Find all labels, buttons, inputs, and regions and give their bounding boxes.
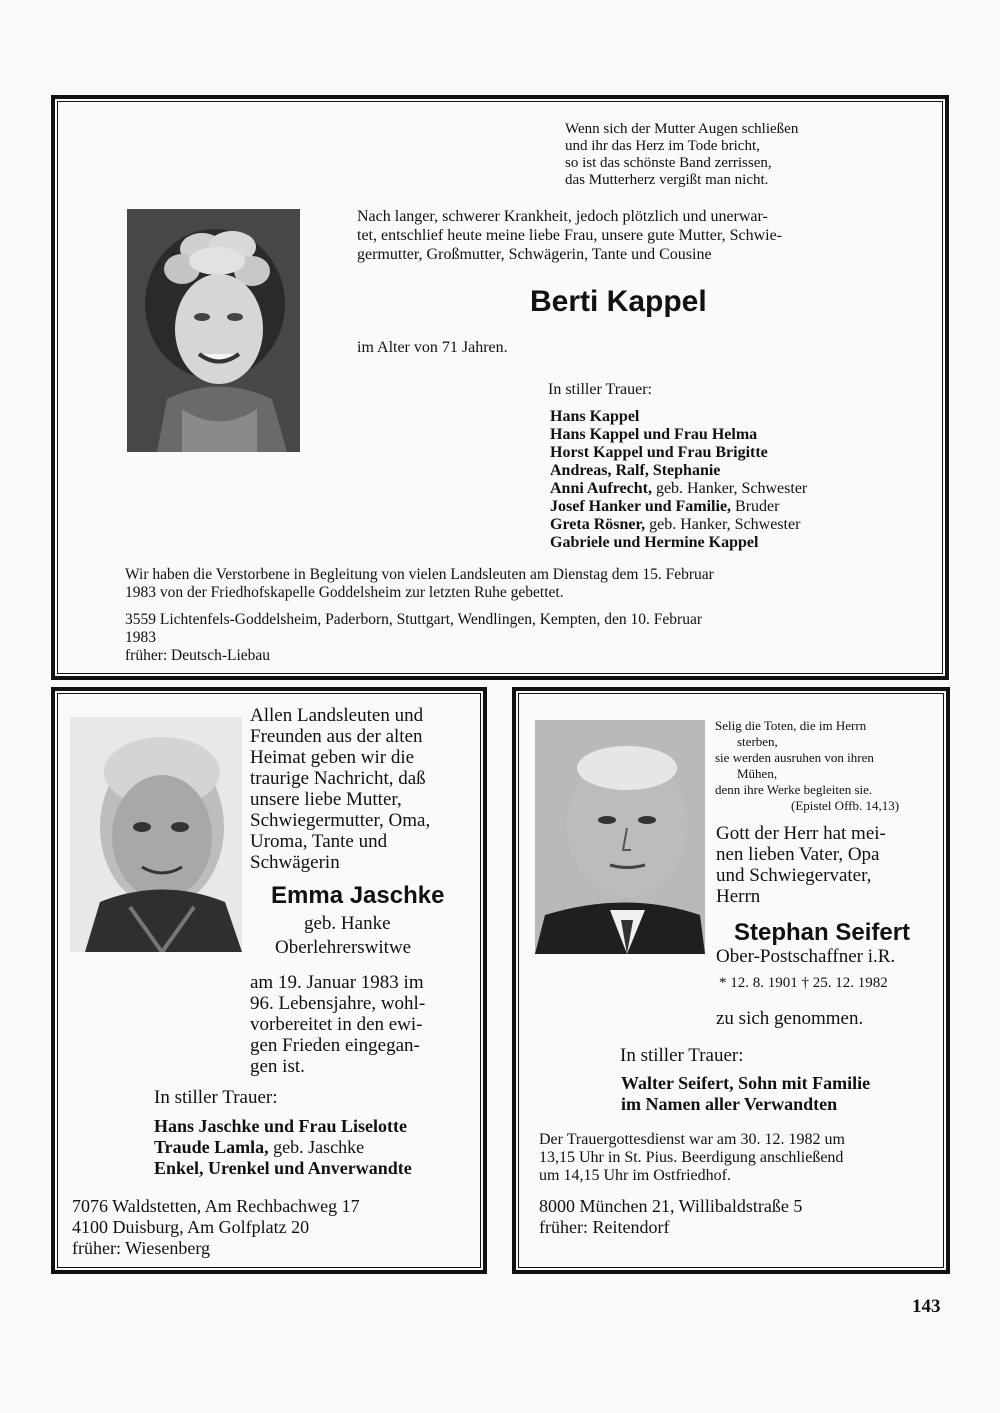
- age-text: im Alter von 71 Jahren.: [357, 339, 508, 356]
- list-item: Gabriele und Hermine Kappel: [550, 534, 759, 551]
- mourners-list: [621, 1073, 870, 1115]
- deceased-name: Emma Jaschke: [271, 882, 445, 909]
- poem: Wenn sich der Mutter Augen schließen und ihr das Herz im Tode bricht, so ist das schönste Band zerrissen, das Mutterherz vergißt man nicht.: [565, 121, 799, 188]
- mourning-label: In stiller Trauer:: [154, 1087, 278, 1108]
- portrait-emma-jaschke: [70, 717, 242, 952]
- announcement-text: Gott der Herr hat mei- nen lieben Vater, Opa und Schwiegervater, Herrn: [716, 823, 886, 907]
- mourning-label: In stiller Trauer:: [548, 381, 652, 398]
- list-item: Walter Seifert, Sohn mit Familie: [621, 1073, 871, 1093]
- page-number: 143: [912, 1296, 941, 1317]
- list-item: Traude Lamla, geb. Jaschke: [154, 1137, 365, 1157]
- portrait-berti-kappel: [127, 209, 300, 452]
- service-text: Der Trauergottesdienst war am 30. 12. 1982 um 13,15 Uhr in St. Pius. Beerdigung anschließend um 14,15 Uhr im Ostfriedhof.: [539, 1131, 845, 1184]
- occupation: Oberlehrerswitwe: [275, 937, 412, 958]
- address: 7076 Waldstetten, Am Rechbachweg 17 4100 Duisburg, Am Golfplatz 20 früher: Wiesenberg: [72, 1196, 360, 1258]
- list-item: Hans Jaschke und Frau Liselotte: [154, 1116, 408, 1136]
- mourners-list: [154, 1116, 412, 1179]
- list-item: Josef Hanker und Familie, Bruder: [550, 498, 780, 515]
- mourning-label: In stiller Trauer:: [620, 1045, 744, 1066]
- list-item: Andreas, Ralf, Stephanie: [550, 462, 721, 479]
- announcement-text: Allen Landsleuten und Freunden aus der alten Heimat geben wir die traurige Nachricht, daß unsere liebe Mutter, Schwiegermutter, Oma, Uroma, Tante und Schwägerin: [250, 705, 431, 873]
- bible-verse: Selig die Toten, die im Herrn sterben, sie werden ausruhen von ihren Mühen, denn ihre Werke begleiten sie. (Epistel Offb. 14,13): [715, 718, 900, 813]
- taken-text: zu sich genommen.: [716, 1008, 864, 1029]
- list-item: im Namen aller Verwandten: [621, 1094, 838, 1114]
- list-item: Enkel, Urenkel und Anverwandte: [154, 1158, 412, 1178]
- intro-text: Nach langer, schwerer Krankheit, jedoch plötzlich und unerwar- tet, entschlief heute meine liebe Frau, unsere gute Mutter, Schwie- germutter, Großmutter, Schwägerin, Tante und Cousine: [357, 208, 782, 263]
- deceased-name: Stephan Seifert: [734, 919, 911, 946]
- list-item: Anni Aufrecht, geb. Hanker, Schwester: [550, 480, 808, 497]
- list-item: Greta Rösner, geb. Hanker, Schwester: [550, 516, 801, 533]
- list-item: Hans Kappel: [550, 408, 640, 425]
- deceased-name: Berti Kappel: [530, 285, 707, 318]
- address: 8000 München 21, Willibaldstraße 5 früher: Reitendorf: [539, 1196, 803, 1237]
- list-item: Hans Kappel und Frau Helma: [550, 426, 758, 443]
- burial-text: Wir haben die Verstorbene in Begleitung von vielen Landsleuten am Dienstag dem 15. Februar 1983 von der Friedhofskapelle Goddelsheim zur letzten Ruhe gebettet.: [125, 566, 714, 601]
- life-dates: * 12. 8. 1901 † 25. 12. 1982: [719, 975, 888, 991]
- maiden-name: geb. Hanke: [304, 913, 391, 934]
- occupation: Ober-Postschaffner i.R.: [716, 946, 896, 967]
- death-text: am 19. Januar 1983 im 96. Lebensjahre, wohl- vorbereitet in den ewi- gen Frieden eingegan- gen ist.: [250, 972, 426, 1077]
- mourners-list: [550, 408, 807, 552]
- place-date: 3559 Lichtenfels-Goddelsheim, Paderborn, Stuttgart, Wendlingen, Kempten, den 10. Februar 1983 früher: Deutsch-Liebau: [125, 611, 703, 664]
- portrait-stephan-seifert: [535, 720, 705, 954]
- list-item: Horst Kappel und Frau Brigitte: [550, 444, 768, 461]
